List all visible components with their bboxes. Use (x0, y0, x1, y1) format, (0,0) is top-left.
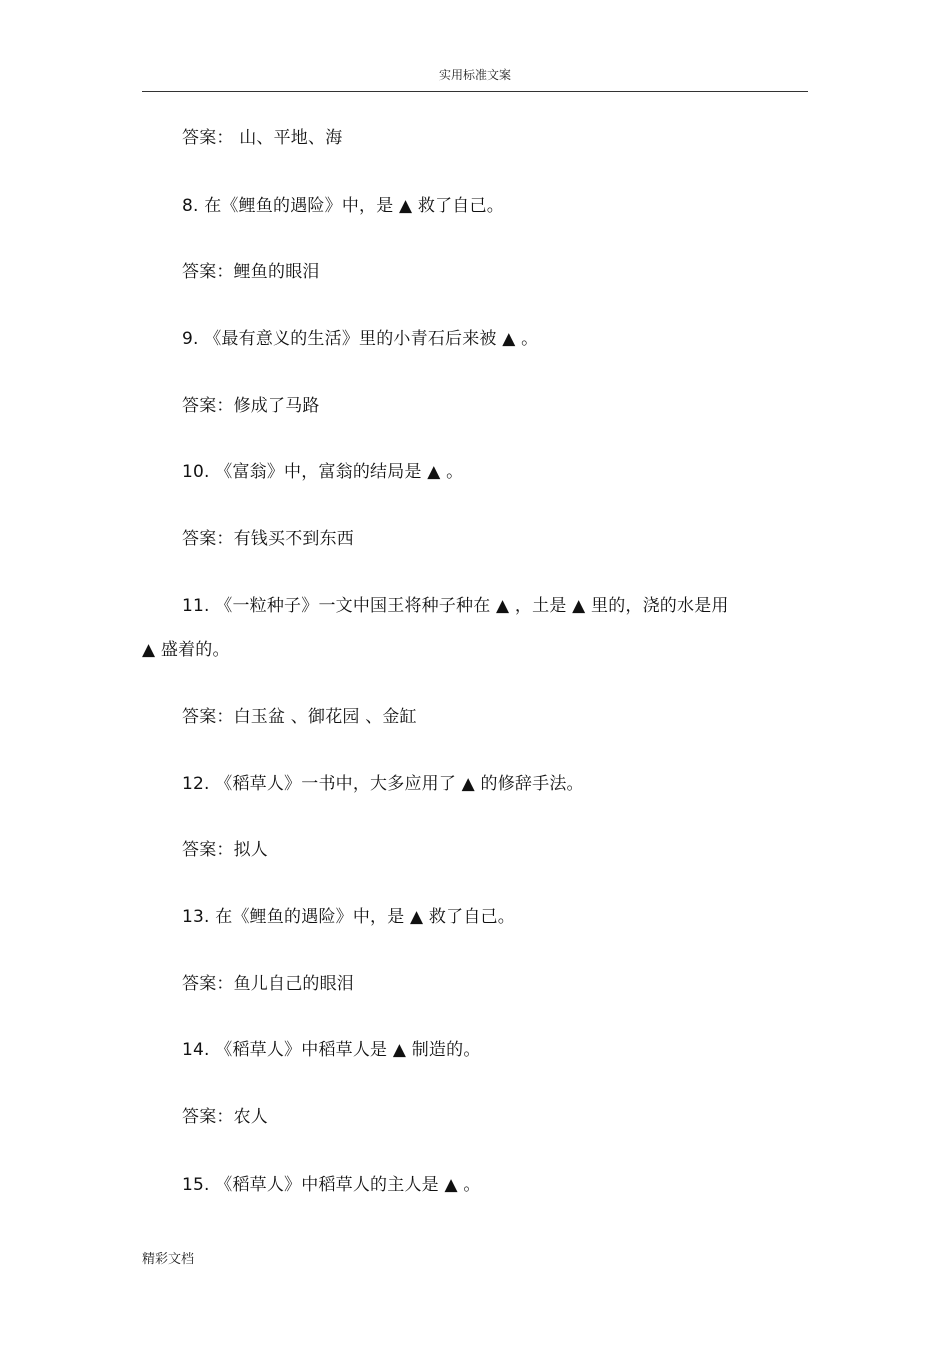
answer-line: 答案：鲤鱼的眼泪 (182, 262, 320, 282)
question-line: 11. 《一粒种子》一文中国王将种子种在 ▲ ，土是 ▲ 里的，浇的水是用 (182, 596, 729, 616)
answer-line: 答案：拟人 (182, 840, 268, 860)
question-line: 15. 《稻草人》中稻草人的主人是 ▲ 。 (182, 1175, 481, 1195)
question-line: 9. 《最有意义的生活》里的小青石后来被 ▲ 。 (182, 329, 539, 349)
answer-line: 答案： 山、平地、海 (182, 128, 343, 148)
header-divider (142, 91, 808, 92)
answer-line: 答案：农人 (182, 1107, 268, 1127)
page-header: 实用标准文案 (438, 68, 511, 82)
question-line: 14. 《稻草人》中稻草人是 ▲ 制造的。 (182, 1040, 481, 1060)
question-line: 8. 在《鲤鱼的遇险》中，是 ▲ 救了自己。 (182, 196, 504, 216)
page-footer: 精彩文档 (142, 1252, 195, 1267)
answer-line: 答案：鱼儿自己的眼泪 (182, 974, 354, 994)
question-line: 10. 《富翁》中，富翁的结局是 ▲ 。 (182, 462, 464, 482)
question-continuation: ▲ 盛着的。 (142, 640, 230, 660)
answer-line: 答案：有钱买不到东西 (182, 529, 354, 549)
question-line: 12. 《稻草人》一书中，大多应用了 ▲ 的修辞手法。 (182, 774, 584, 794)
answer-line: 答案：白玉盆 、御花园 、金缸 (182, 707, 417, 727)
answer-line: 答案：修成了马路 (182, 396, 320, 416)
question-line: 13. 在《鲤鱼的遇险》中，是 ▲ 救了自己。 (182, 907, 515, 927)
